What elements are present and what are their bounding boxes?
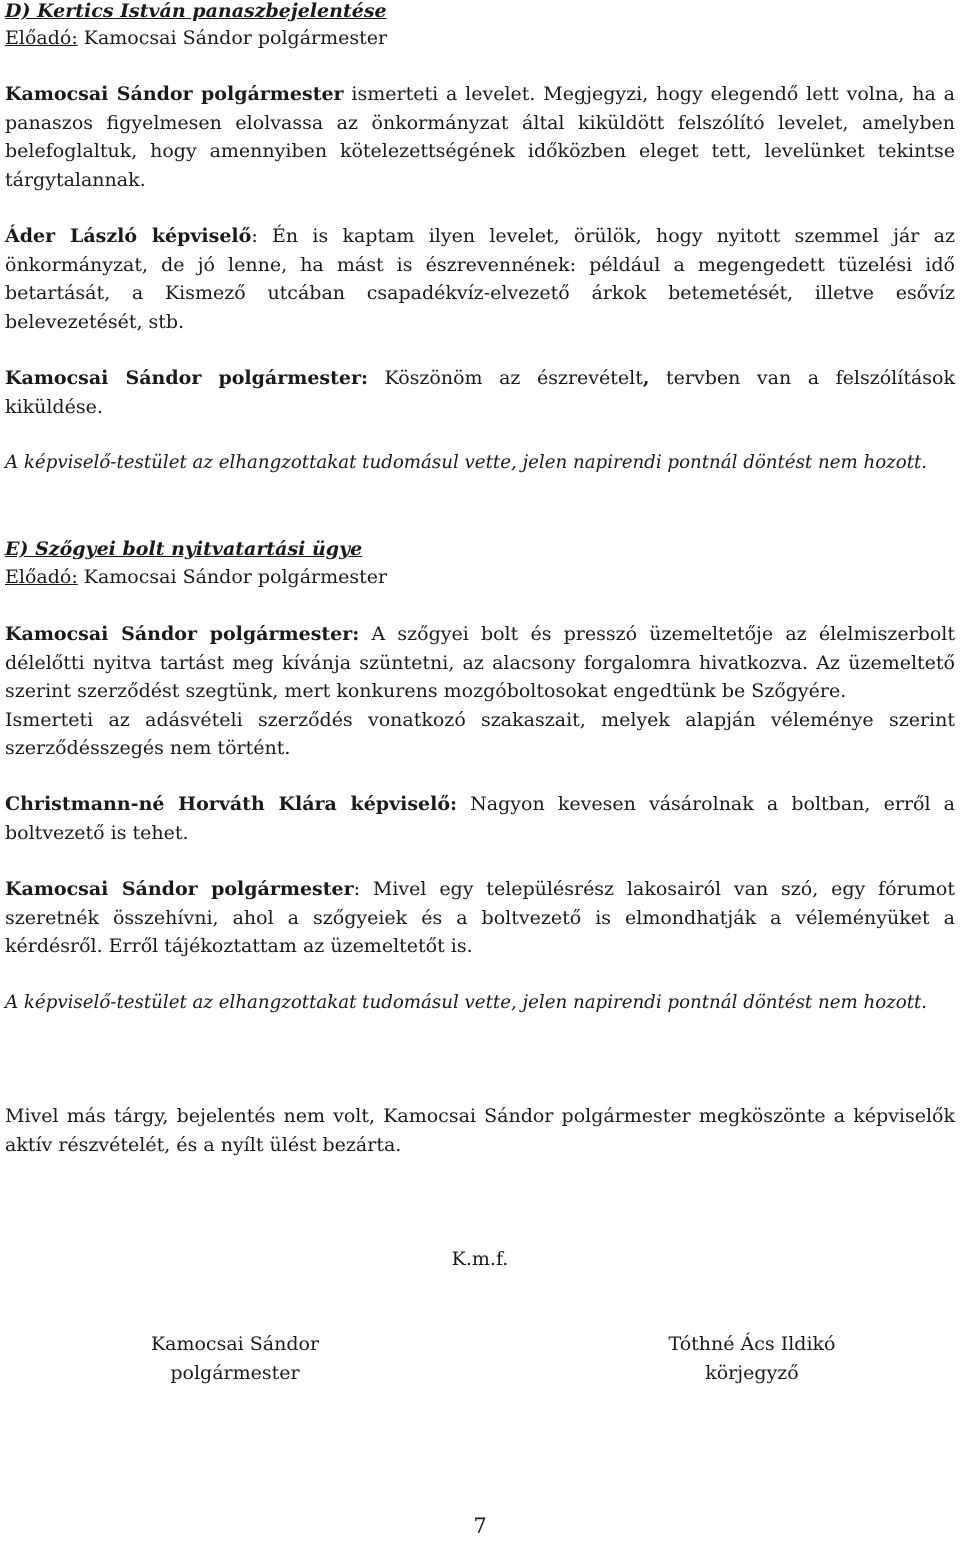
section-d-paragraph-3 [5,364,955,421]
closing-paragraph [5,1102,955,1159]
text-segment: tervben van a felszólítások [649,367,955,389]
section-d-decision: A képviselő-testület az elhangzottakat tudomásul vette, jelen napirendi pontnál döntést nem hozott. [5,452,928,473]
text-line: panaszos figyelmesen elolvassa az önkormányzat által kiküldött felszólító levelet, amelyben [5,111,955,134]
speaker: Kamocsai Sándor polgármester [5,878,354,900]
speaker: Áder László képviselő [5,225,252,247]
kmf-label: K.m.f. [451,1248,509,1270]
text-line: betartását, a Kismező utcában csapadékvíz-elvezető árkok betemetését, illetve esővíz [5,282,955,304]
text-line: önkormányzat, de jó lenne, ha mást is észrevennének: például a megengedett tüzelési idő [5,253,955,276]
text-line: belevezetését, stb. [5,310,185,333]
text-segment: , [642,367,650,389]
text-line: : Én is kaptam ilyen levelet, örülök, hogy nyitott szemmel jár az [251,225,955,247]
speaker: Kamocsai Sándor polgármester: [5,367,368,389]
text-line: tárgytalannak. [5,168,146,191]
presenter-name: Kamocsai Sándor polgármester [77,27,388,49]
presenter-label: Előadó: [5,566,78,588]
text-line: Nagyon kevesen vásárolnak a boltban, erről a [457,793,955,815]
section-d-paragraph-2 [5,222,955,336]
section-e-decision: A képviselő-testület az elhangzottakat tudomásul vette, jelen napirendi pontnál döntést nem hozott. [5,992,928,1013]
text-line: délelőtti nyitva tartást meg kívánja szüntetni, az alacsony forgalomra hivatkozva. Az üzemeltető [5,651,955,674]
section-e-paragraph-1 [5,620,955,763]
presenter-label: Előadó: [5,27,78,49]
text-segment: Köszönöm az észrevételt [368,367,643,389]
text-line: ismerteti a levelet. Megjegyzi, hogy elegendő lett volna, ha a [343,83,955,105]
text-line: Ismerteti az adásvételi szerződés vonatkozó szakaszait, melyek alapján véleménye szerint [5,708,955,731]
section-e-title: E) Szőgyei bolt nyitvatartási ügye [5,538,363,560]
text-line: szerződésszegés nem történt. [5,737,291,759]
text-line: szerint szerződést szegtünk, mert konkurens mozgóboltosokat engedtünk be Szőgyére. [5,680,847,702]
section-e-paragraph-2 [5,790,955,847]
text-line: Mivel más tárgy, bejelentés nem volt, Kamocsai Sándor polgármester megköszönte a képviselők [5,1105,955,1127]
signatory-name: Kamocsai Sándor [150,1333,320,1355]
signature-right [632,1330,872,1387]
text-line: kiküldése. [5,395,103,418]
signatory-name: Tóthné Ács Ildikó [668,1333,836,1355]
section-e-paragraph-3 [5,875,955,961]
section-d-title: D) Kertics István panaszbejelentése [5,0,387,22]
speaker: Christmann-né Horváth Klára képviselő: [5,793,458,815]
text-line: A szőgyei bolt és presszó üzemeltetője az élelmiszerbolt [359,623,955,645]
presenter-name: Kamocsai Sándor polgármester [77,566,388,588]
text-line: : Mivel egy településrész lakosairól van szó, egy fórumot [353,878,955,900]
page-number: 7 [473,1514,487,1538]
speaker: Kamocsai Sándor polgármester: [5,623,360,645]
text-line: kérdésről. Erről tájékoztattam az üzemeltetőt is. [5,935,473,957]
signatory-role: polgármester [170,1361,300,1384]
text-line: belefoglaltuk, hogy amennyiben kötelezettségének időközben eleget tett, levelünket tekintse [5,140,955,162]
speaker: Kamocsai Sándor polgármester [5,83,344,105]
section-d-presenter [5,24,955,53]
text-line: aktív részvételét, és a nyílt ülést bezárta. [5,1133,402,1156]
section-d-paragraph-1 [5,80,955,194]
section-e-presenter [5,563,955,592]
text-line: boltvezető is tehet. [5,821,189,844]
text-line: szeretnék összehívni, ahol a szőgyeiek és a boltvezető is elmondhatják a véleményüket a [5,906,955,929]
signatory-role: körjegyző [705,1361,799,1384]
signature-left [115,1330,355,1387]
